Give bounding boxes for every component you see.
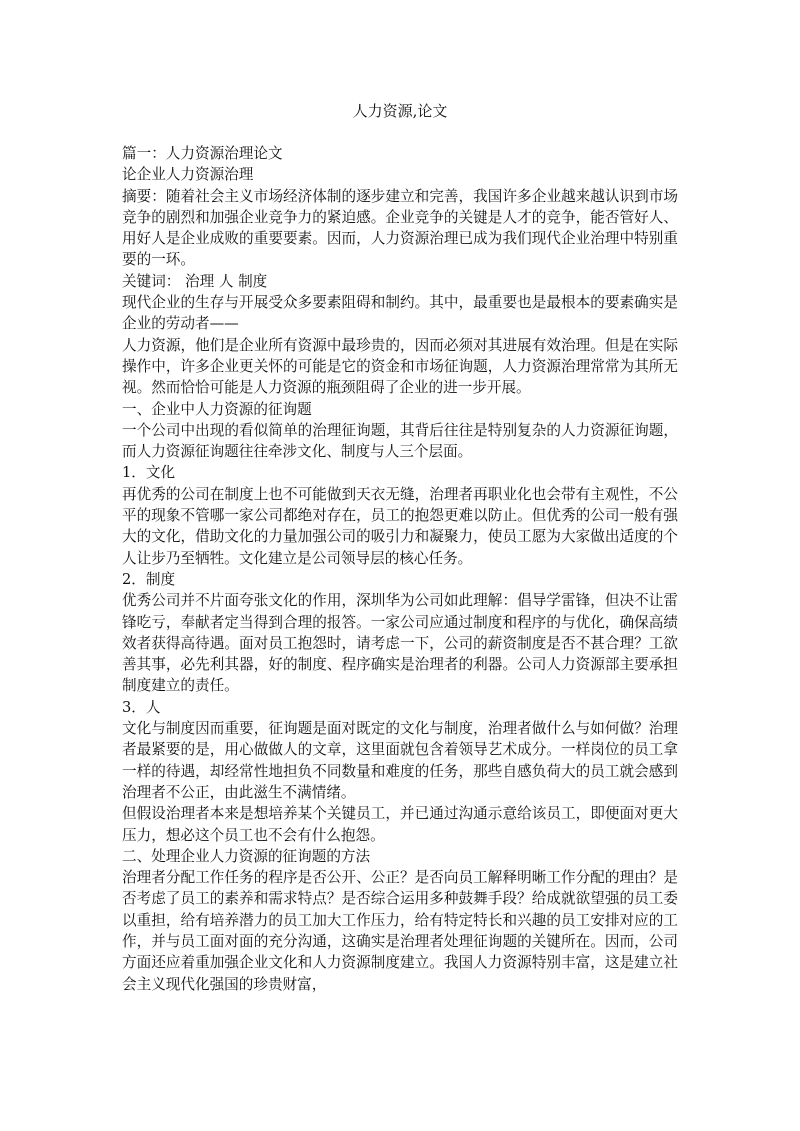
body-paragraph: 人力资源，他们是企业所有资源中最珍贵的，因而必须对其进展有效治理。但是在实际操作中，许多企业更关怀的可能是它的资金和市场征询题，人力资源治理常常为其所无视。然而恰恰可能是人力资源的瓶颈阻碍了企业的进一步开展。	[122, 336, 678, 397]
body-paragraph: 再优秀的公司在制度上也不可能做到天衣无缝，治理者再职业化也会带有主观性，不公平的现象不管哪一家公司都绝对存在，员工的抱怨更难以防止。但优秀的公司一般有强大的文化，借助文化的力量加强公司的吸引力和凝聚力，使员工愿为大家做出适度的个人让步乃至牺牲。文化建立是公司领导层的核心任务。	[122, 485, 678, 567]
subsection-heading: 3．人	[122, 698, 161, 716]
body-paragraph: 但假设治理者本来是想培养某个关键员工，并已通过沟通示意给该员工，即便面对更大压力，想必这个员工也不会有什么抱怨。	[122, 805, 678, 844]
subsection-heading: 2．制度	[122, 570, 176, 588]
article-title: 论企业人力资源治理	[122, 166, 254, 184]
body-paragraph: 优秀公司并不片面夸张文化的作用，深圳华为公司如此理解：倡导学雷锋，但决不让雷锋吃亏，奉献者定当得到合理的报答。一家公司应通过制度和程序的与优化，确保高绩效者获得高待遇。面对员工抱怨时，请考虑一下，公司的薪资制度是否不甚合理？工欲善其事，必先利其器，好的制度、程序确实是治理者的利器。公司人力资源部主要承担制度建立的责任。	[122, 592, 678, 695]
body-paragraph: 现代企业的生存与开展受众多要素阻碍和制约。其中，最重要也是最根本的要素确实是企业的劳动者——	[122, 294, 678, 333]
keywords-line: 关键词： 治理 人 制度	[122, 272, 268, 290]
section-heading: 一、企业中人力资源的征询题	[122, 400, 312, 418]
body-paragraph: 一个公司中出现的看似简单的治理征询题，其背后往往是特别复杂的人力资源征询题，而人力资源征询题往往牵涉文化、制度与人三个层面。	[122, 421, 678, 461]
subsection-heading: 1．文化	[122, 464, 176, 482]
body-paragraph: 文化与制度因而重要，征询题是面对既定的文化与制度，治理者做什么与如何做？治理者最紧要的是，用心做做人的文章，这里面就包含着领导艺术成分。一样岗位的员工拿一样的待遇，却经常性地担负不同数量和难度的任务，那些自感负荷大的员工就会感到治理者不公正，由此滋生不满情绪。	[122, 720, 678, 801]
body-paragraph: 治理者分配工作任务的程序是否公开、公正？是否向员工解释明晰工作分配的理由？是否考虑了员工的素养和需求特点？是否综合运用多种鼓舞手段？给成就欲望强的员工委以重担，给有培养潜力的员工加大工作压力，给有特定特长和兴趣的员工安排对应的工作，并与员工面对面的充分沟通，这确实是治理者处理征询题的关键所在。因而，公司方面还应着重加强企业文化和人力资源制度建立。我国人力资源特别丰富，这是建立社会主义现代化强国的珍贵财富，	[122, 869, 678, 993]
section-heading: 二、处理企业人力资源的征询题的方法	[122, 847, 371, 865]
section-heading: 篇一：人力资源治理论文	[122, 145, 283, 162]
document-title: 人力资源,论文	[352, 102, 448, 120]
abstract-paragraph: 摘要：随着社会主义市场经济体制的逐步建立和完善，我国许多企业越来越认识到市场竞争的剧烈和加强企业竞争力的紧迫感。企业竞争的关键是人才的竞争，能否管好人、用好人是企业成败的重要要素。因而，人力资源治理已成为我们现代企业治理中特别重要的一环。	[122, 187, 678, 269]
document-body	[122, 143, 678, 995]
